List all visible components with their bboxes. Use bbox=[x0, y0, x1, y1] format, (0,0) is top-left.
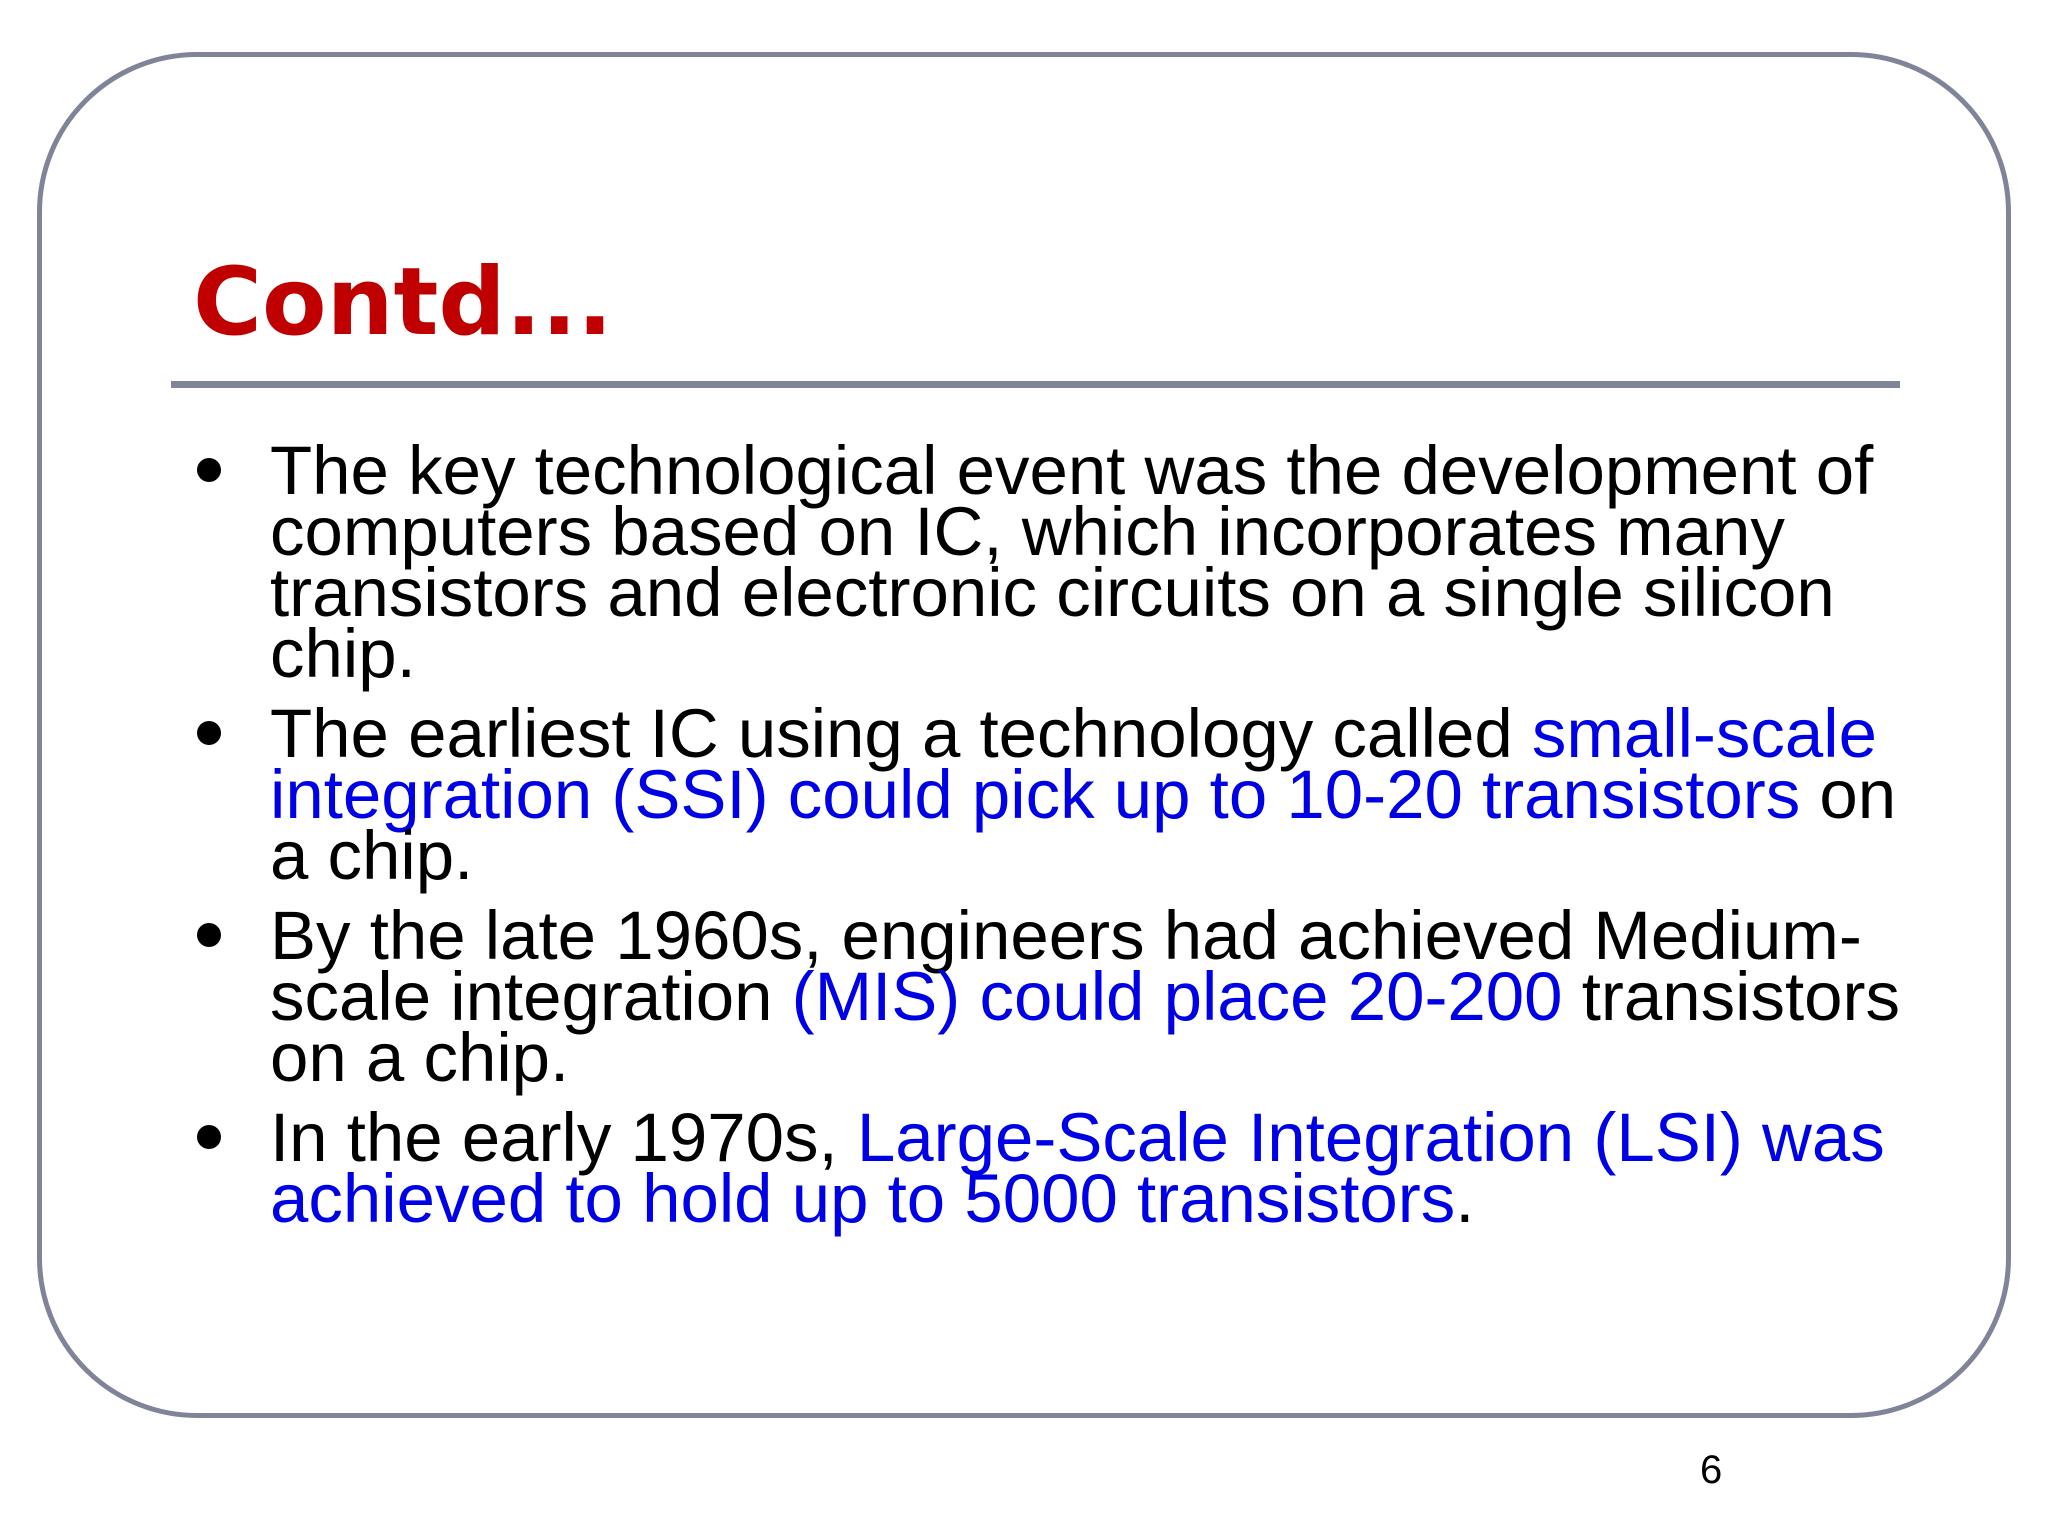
bullet-text: In the early 1970s, bbox=[270, 1099, 857, 1176]
title-divider bbox=[171, 381, 1900, 388]
bullet-item-2 bbox=[190, 695, 1920, 894]
bullet-text: By the late 1960s, engineers had achieved Medium-scale integration bbox=[270, 897, 1862, 1035]
bullet-dot-icon bbox=[197, 721, 221, 745]
bullet-dot-icon bbox=[197, 458, 221, 482]
bullet-dot-icon bbox=[197, 1125, 221, 1149]
bullet-text: The key technological event was the development of computers based on IC, which incorporates many transistors and electronic circuits on a single silicon chip. bbox=[270, 432, 1874, 692]
slide-title: Contd... bbox=[193, 248, 613, 357]
bullet-item-3 bbox=[190, 897, 1920, 1096]
bullet-highlight: small-scale integration (SSI) could pick up to 10-20 transistors bbox=[270, 695, 1877, 833]
bullet-list bbox=[190, 432, 1920, 1248]
bullet-text: transistors on a chip. bbox=[270, 958, 1900, 1096]
bullet-dot-icon bbox=[197, 923, 221, 947]
bullet-text: . bbox=[1455, 1160, 1475, 1237]
bullet-item-1 bbox=[190, 432, 1920, 692]
bullet-text: on a chip. bbox=[270, 756, 1897, 894]
bullet-item-4 bbox=[190, 1099, 1920, 1237]
bullet-highlight: (MIS) could place 20-200 bbox=[791, 958, 1563, 1035]
page-number: 6 bbox=[1700, 1448, 1723, 1492]
bullet-highlight: Large-Scale Integration (LSI) was achieved to hold up to 5000 transistors bbox=[270, 1099, 1885, 1237]
bullet-text: The earliest IC using a technology called bbox=[270, 695, 1532, 772]
